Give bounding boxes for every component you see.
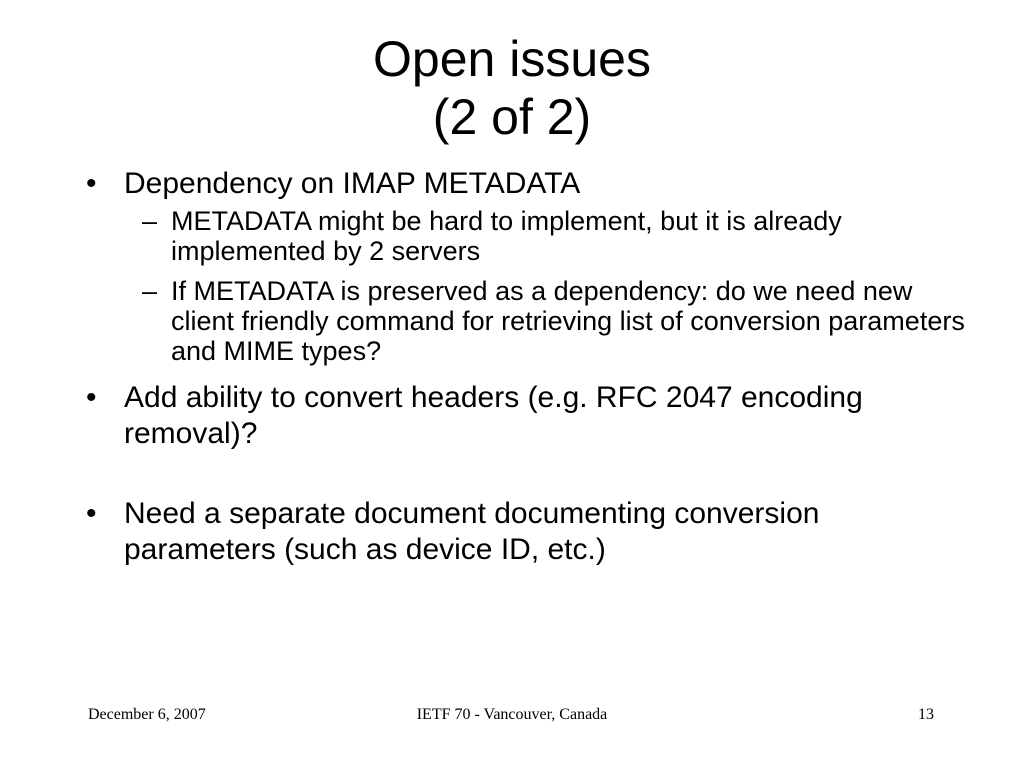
bullet-item-2 [86, 380, 966, 452]
footer-page-number: 13 [918, 706, 934, 723]
dash-marker: – [142, 276, 158, 306]
bullet-marker: • [86, 497, 97, 530]
bullet-text: Need a separate document documenting conversion parameters (such as device ID, etc.) [124, 497, 820, 566]
footer-date: December 6, 2007 [88, 706, 206, 723]
dash-marker: – [142, 206, 158, 236]
bullet-marker: • [86, 167, 97, 200]
title-line-2: (2 of 2) [432, 89, 592, 145]
bullet-list [86, 166, 966, 568]
footer-event: IETF 70 - Vancouver, Canada [416, 706, 608, 723]
sub-item-text: If METADATA is preserved as a dependency: do we need new client friendly command for retrieving list of conversion parameters and MIME types? [171, 276, 965, 366]
slide-title [0, 30, 1024, 146]
sub-item-2 [86, 276, 966, 366]
bullet-marker: • [86, 381, 97, 414]
sub-item-text: METADATA might be hard to implement, but it is already implemented by 2 servers [171, 206, 842, 266]
bullet-item-1 [86, 166, 966, 202]
bullet-text: Add ability to convert headers (e.g. RFC 2047 encoding removal)? [124, 381, 863, 450]
bullet-item-3 [86, 496, 966, 568]
sub-item-1 [86, 206, 966, 266]
title-line-1: Open issues [373, 31, 651, 87]
bullet-text: Dependency on IMAP METADATA [124, 167, 581, 200]
